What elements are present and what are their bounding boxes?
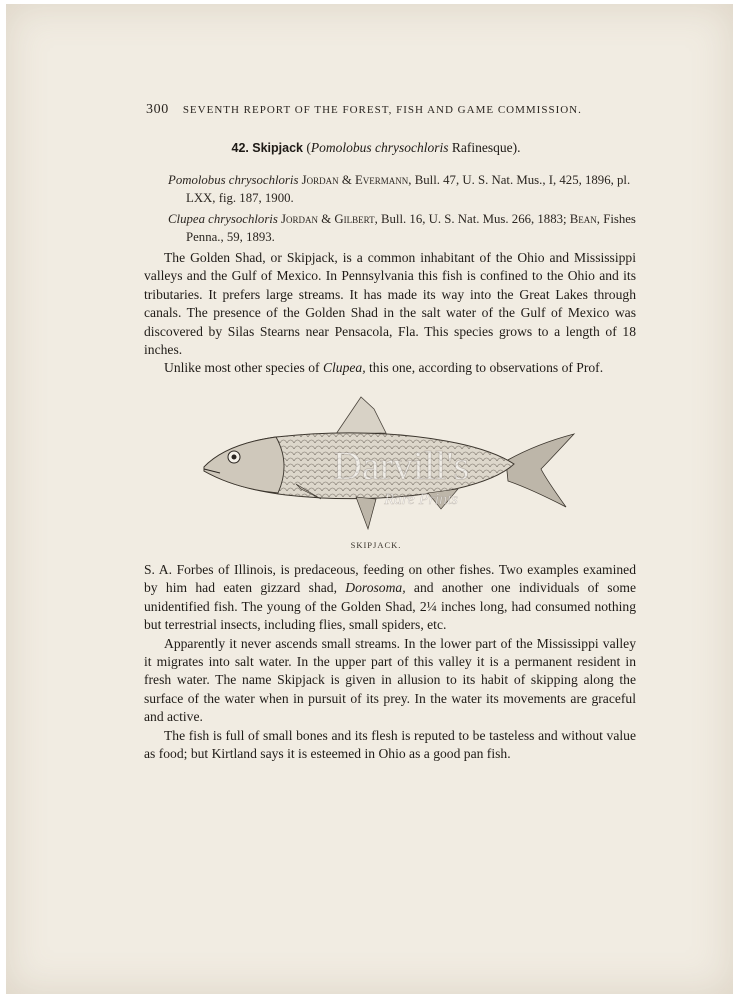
genus-name: Clupea, [322, 360, 366, 376]
reference-citation: Bull. 16, U. S. Nat. Mus. 266, 1883; [380, 212, 567, 226]
reference-citation: Fishes Penna., 59, 1893. [186, 212, 636, 244]
reference-authors: Jordan & Evermann, [301, 173, 412, 187]
running-head [146, 102, 606, 118]
reference-item [168, 171, 638, 207]
species-authority: Rafinesque [451, 140, 513, 155]
running-title: SEVENTH REPORT OF THE FOREST, FISH AND GAME COMMISSION. [182, 104, 582, 116]
text-block-upper [144, 249, 636, 378]
synonymy-references [168, 171, 638, 249]
reference-citation: Bull. 47, U. S. Nat. Mus., I, 425, 1896, pl. LXX, fig. 187, 1900. [186, 173, 631, 205]
paragraph: Apparently it never ascends small streams. In the lower part of the Mississippi valley it migrates into salt water. In the upper part of this valley it is a permanent resident in fresh water. The name Skipjack is given in allusion to its habit of skipping along the surface of the water when in pursuit of its prey. In the water its movements are graceful and active. [144, 635, 636, 725]
figure-caption: SKIPJACK. [350, 540, 402, 550]
section-number: 42. [231, 141, 249, 155]
genus-name: Dorosoma, [345, 580, 406, 596]
fish-head [204, 437, 284, 493]
ventral-fin [356, 497, 376, 529]
skipjack-illustration [196, 389, 581, 539]
reference-authors: Jordan & Gilbert, [281, 212, 378, 226]
paragraph: The fish is full of small bones and its flesh is reputed to be tasteless and without value as food; but Kirtland says it is esteemed in Ohio as a good pan fish. [144, 727, 636, 762]
text-run: Unlike most other species of [164, 360, 320, 376]
dorsal-fin [336, 397, 386, 434]
page-number: 300 [146, 102, 169, 117]
tail-fin [506, 434, 574, 507]
paragraph [144, 359, 636, 377]
section-heading: 42. Skipjack (Pomolobus chrysochloris Rafinesque). [231, 140, 521, 155]
species-scientific-name: Pomolobus chrysochloris [310, 140, 449, 155]
reference-item [168, 210, 638, 246]
text-block-lower [144, 561, 636, 763]
watermark-title: Darvill's [332, 443, 470, 488]
reference-name: Pomolobus chrysochloris [168, 173, 299, 187]
text-run: and another one individuals of some unidentified fish. The young of the Golden Shad, 2¼ inches long, had consumed nothing but terrestrial insects, including flies, small spiders, etc. [144, 580, 636, 633]
paragraph [144, 561, 636, 635]
paragraph: The Golden Shad, or Skipjack, is a common inhabitant of the Ohio and Mississippi valleys and the Gulf of Mexico. In Pennsylvania this fish is confined to the Ohio and its tributaries. It prefers large streams. It has made its way into the Great Lakes through canals. The presence of the Golden Shad in the salt water of the Gulf of Mexico was discovered by Silas Stearns near Pensacola, Fla. This species grows to a length of 18 inches. [144, 250, 636, 358]
species-common-name: Skipjack [252, 141, 303, 155]
reference-name: Clupea chrysochloris [168, 212, 278, 226]
text-run: this one, according to observations of Prof. [369, 360, 604, 376]
page [6, 4, 733, 994]
reference-authors: Bean, [569, 212, 600, 226]
watermark-subtitle: Rare Prints [384, 491, 458, 508]
text-run: S. A. Forbes of Illinois, is predaceous, feeding on other fishes. Two examples examined by him had eaten gizzard shad, [144, 562, 636, 596]
